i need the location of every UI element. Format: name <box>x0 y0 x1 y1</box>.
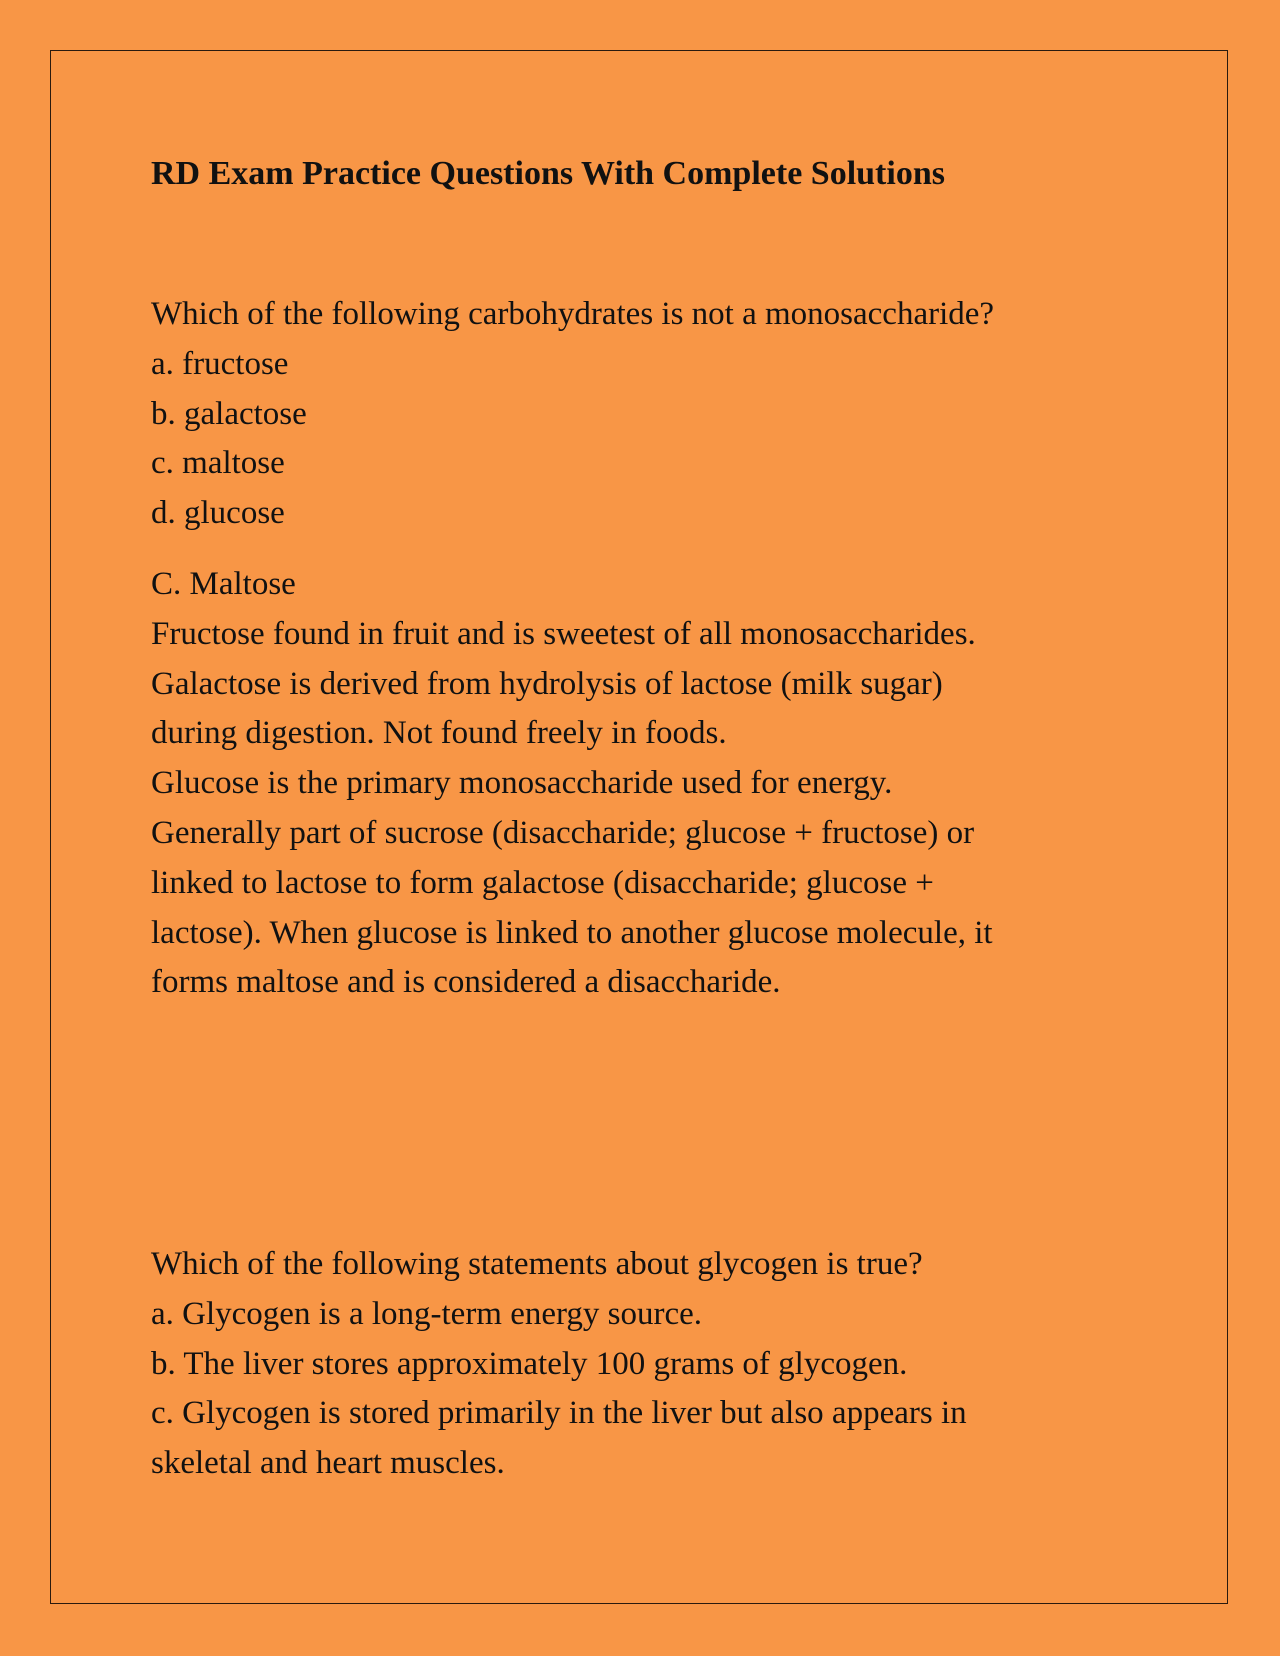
answer-line: Galactose is derived from hydrolysis of lactose (milk sugar) <box>151 665 943 702</box>
answer-line: Glucose is the primary monosaccharide used for energy. <box>151 765 893 802</box>
question-1 <box>151 290 994 539</box>
question-1-answer <box>151 560 993 1008</box>
question-2 <box>151 1240 967 1489</box>
answer-line: linked to lactose to form galactose (disaccharide; glucose + <box>151 864 934 901</box>
question-2-option-line: a. Glycogen is a long-term energy source. <box>151 1295 703 1332</box>
question-1-option-b: b. galactose <box>151 395 307 432</box>
question-2-option-line: c. Glycogen is stored primarily in the liver but also appears in <box>151 1395 967 1432</box>
document-title: RD Exam Practice Questions With Complete Solutions <box>151 155 945 192</box>
question-1-option-c: c. maltose <box>151 445 285 482</box>
question-1-text: Which of the following carbohydrates is not a monosaccharide? <box>151 296 995 332</box>
question-2-option-line: skeletal and heart muscles. <box>151 1445 505 1482</box>
question-2-option-line: b. The liver stores approximately 100 grams of glycogen. <box>151 1345 908 1382</box>
answer-line: forms maltose and is considered a disaccharide. <box>151 964 781 1001</box>
answer-line: during digestion. Not found freely in foods. <box>151 715 727 752</box>
answer-line: Generally part of sucrose (disaccharide; glucose + fructose) or <box>151 814 975 851</box>
question-1-option-d: d. glucose <box>151 495 285 532</box>
answer-line: C. Maltose <box>151 566 296 602</box>
question-2-text: Which of the following statements about glycogen is true? <box>151 1246 923 1282</box>
answer-line: lactose). When glucose is linked to another glucose molecule, it <box>151 914 993 951</box>
question-1-option-a: a. fructose <box>151 345 289 382</box>
answer-line: Fructose found in fruit and is sweetest of all monosaccharides. <box>151 615 976 652</box>
